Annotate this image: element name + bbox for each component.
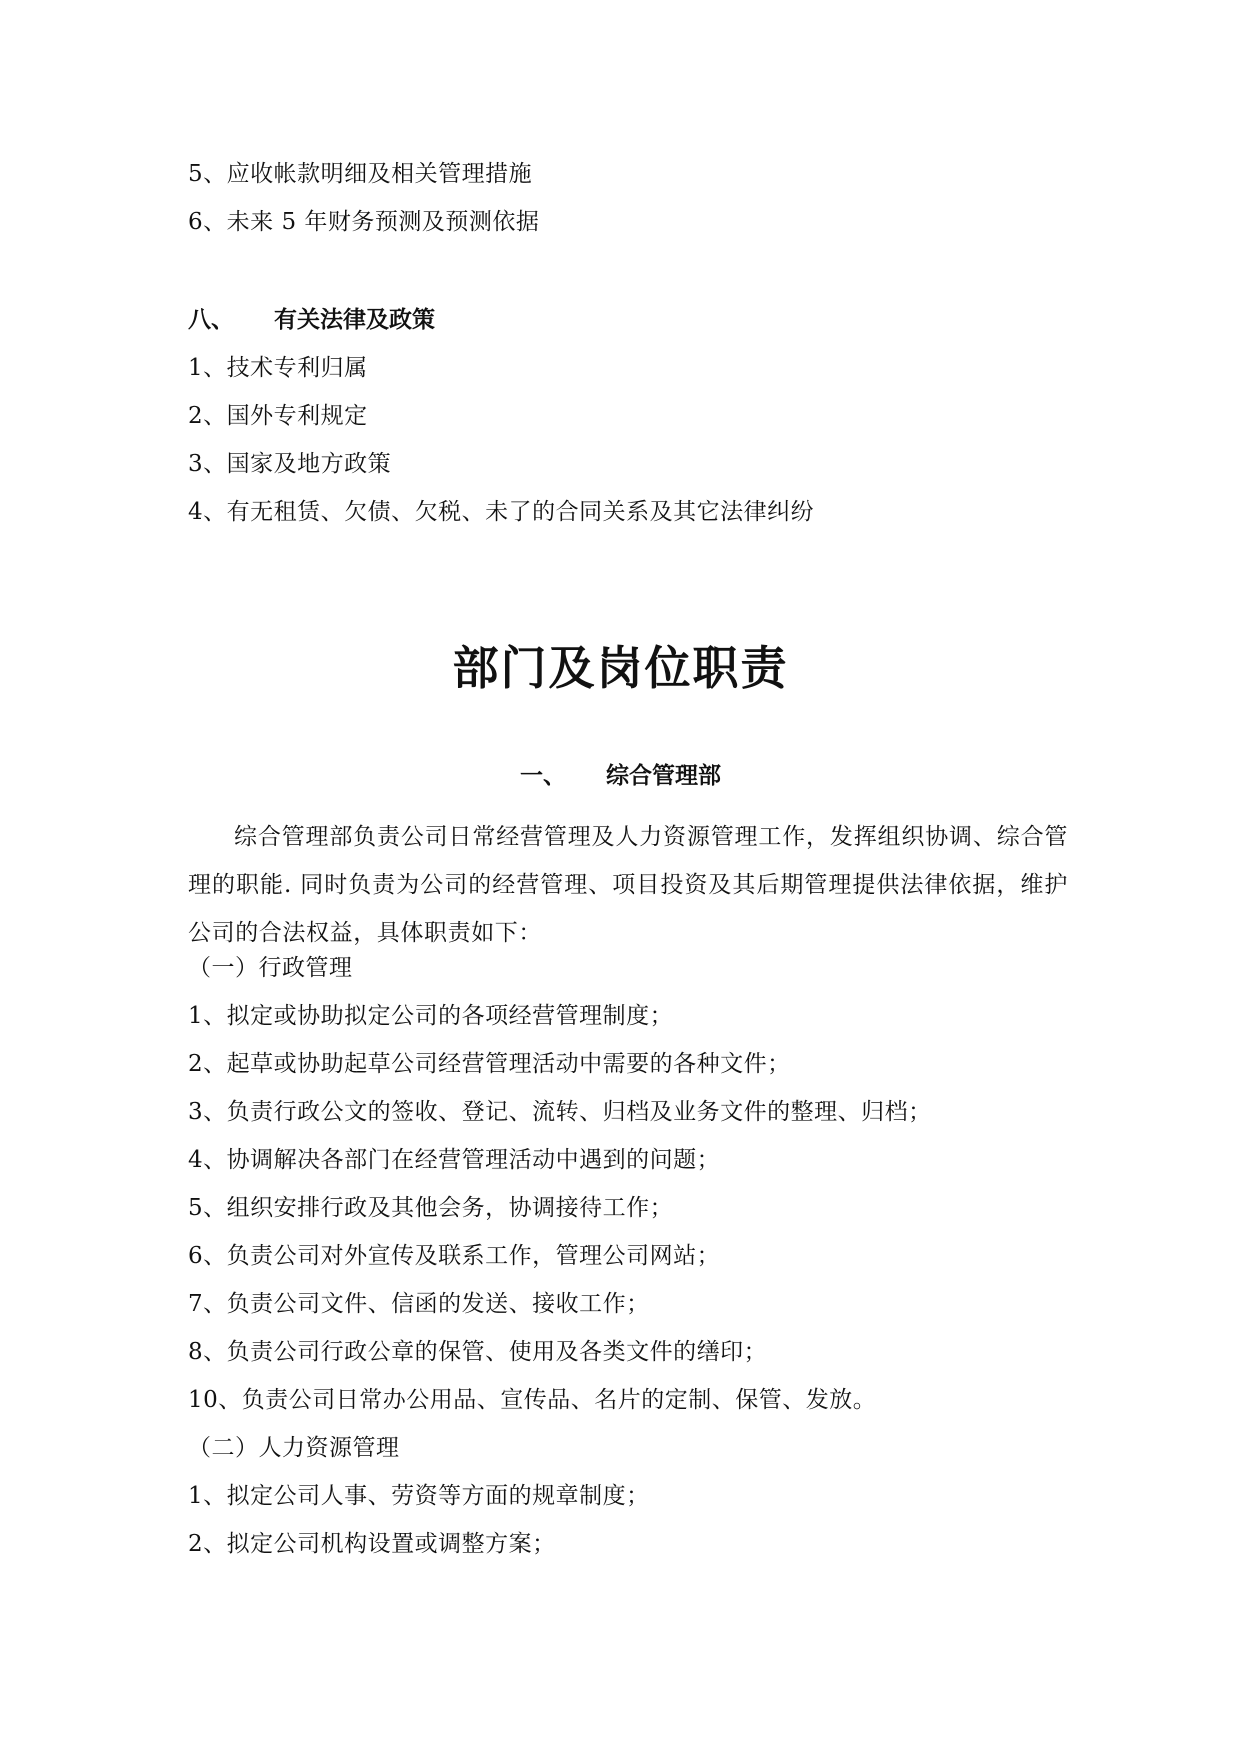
list-item: 2、拟定公司机构设置或调整方案； — [188, 1531, 556, 1557]
section-title: 有关法律及政策 — [274, 306, 435, 333]
subsection-title: （一）行政管理 — [188, 955, 353, 981]
list-item: 1、拟定或协助拟定公司的各项经营管理制度； — [188, 1003, 674, 1029]
list-item: 4、有无租赁、欠债、欠税、未了的合同关系及其它法律纠纷 — [188, 499, 815, 525]
list-item: 1、技术专利归属 — [188, 355, 368, 381]
list-item: 3、国家及地方政策 — [188, 451, 392, 477]
section-heading — [188, 306, 435, 334]
list-item: 5、应收帐款明细及相关管理措施 — [188, 161, 533, 187]
list-item: 6、未来 5 年财务预测及预测依据 — [188, 209, 540, 235]
list-item: 6、负责公司对外宣传及联系工作，管理公司网站； — [188, 1243, 721, 1269]
page-title: 部门及岗位职责 — [452, 641, 789, 695]
list-item: 5、组织安排行政及其他会务，协调接待工作； — [188, 1195, 674, 1221]
section-number: 八、 — [188, 306, 234, 333]
list-item: 2、国外专利规定 — [188, 403, 368, 429]
department-number: 一、 — [520, 762, 566, 789]
list-item: 2、起草或协助起草公司经营管理活动中需要的各种文件； — [188, 1051, 791, 1077]
subsection-title: （二）人力资源管理 — [188, 1435, 400, 1461]
department-intro: 综合管理部负责公司日常经营管理及人力资源管理工作，发挥组织协调、综合管理的职能. 同时负责为公司的经营管理、项目投资及其后期管理提供法律依据，维护公司的合法权益，具体职责如下： — [188, 824, 1068, 946]
department-title: 综合管理部 — [606, 762, 721, 789]
department-heading — [0, 762, 1241, 790]
list-item: 3、负责行政公文的签收、登记、流转、归档及业务文件的整理、归档； — [188, 1099, 932, 1125]
list-item: 7、负责公司文件、信函的发送、接收工作； — [188, 1291, 650, 1317]
list-item: 8、负责公司行政公章的保管、使用及各类文件的缮印； — [188, 1339, 768, 1365]
list-item: 1、拟定公司人事、劳资等方面的规章制度； — [188, 1483, 650, 1509]
list-item: 4、协调解决各部门在经营管理活动中遇到的问题； — [188, 1147, 721, 1173]
list-item: 10、负责公司日常办公用品、宣传品、名片的定制、保管、发放。 — [188, 1387, 877, 1413]
